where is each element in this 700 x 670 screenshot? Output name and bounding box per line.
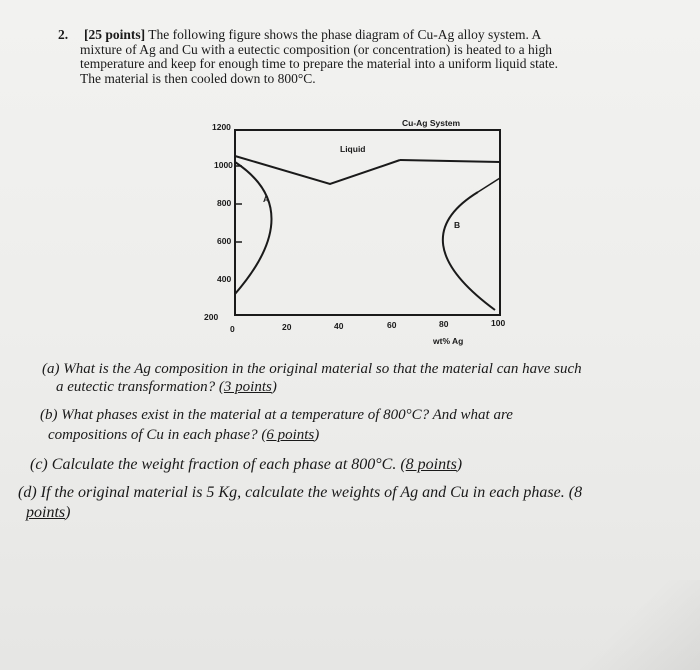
y-tick-label-600: 600	[217, 236, 232, 246]
question-d-prefix: (d)	[18, 484, 37, 501]
intro-line-2: mixture of Ag and Cu with a eutectic composition (or concentration) is heated to a high	[80, 41, 552, 57]
liquidus-line	[235, 156, 400, 184]
question-d-line-1	[18, 484, 582, 502]
question-b-text-1: What phases exist in the material at a temperature of 800°C? And what are	[61, 407, 513, 423]
problem-number: 2.	[58, 27, 69, 42]
liquidus-line-right	[400, 160, 500, 162]
problem-points: [25 points]	[84, 27, 146, 42]
y-tick-label-1200: 1200	[212, 122, 231, 132]
solvus-curve-b	[443, 192, 495, 310]
x-tick-label-80: 80	[439, 319, 449, 329]
x-tick-label-40: 40	[334, 321, 344, 331]
intro-line-4: The material is then cooled down to 800°C.	[80, 70, 316, 86]
question-c-text-1: Calculate the weight fraction of each phase at 800°C. (	[51, 456, 406, 473]
question-a-line-1	[42, 360, 582, 378]
page-shadow	[580, 580, 700, 670]
x-tick-label-100: 100	[491, 318, 506, 328]
question-c-prefix: (c)	[30, 456, 48, 473]
x-tick-label-60: 60	[387, 320, 397, 330]
question-a-line-2	[56, 378, 277, 396]
question-a-points: 3 points	[223, 379, 272, 395]
question-b-line-2	[48, 426, 319, 444]
x-axis-label: wt% Ag	[433, 336, 464, 346]
question-a-text-1: What is the Ag composition in the original material so that the material can have such	[63, 361, 582, 377]
question-d-points: points	[26, 504, 66, 521]
x-tick-label-0: 0	[230, 324, 235, 334]
solvus-curve-a	[235, 162, 272, 294]
region-label-a: A	[263, 194, 270, 204]
solvus-b-top	[478, 178, 500, 192]
chart-title: Cu-Ag System	[402, 118, 461, 128]
question-a-text-2: a eutectic transformation? (	[56, 379, 224, 395]
intro-line-3: temperature and keep for enough time to prepare the material into a uniform liquid state.	[80, 56, 558, 72]
plot-frame	[235, 130, 500, 315]
question-a-prefix: (a)	[42, 361, 60, 377]
question-d-tail: )	[65, 504, 71, 521]
intro-line-1-text: The following figure shows the phase diagram of Cu-Ag alloy system. A	[148, 27, 542, 42]
question-b-points: 6 points	[266, 427, 315, 443]
region-label-b: B	[454, 220, 461, 230]
region-label-liquid: Liquid	[340, 144, 366, 154]
intro-line-1	[84, 28, 648, 43]
phase-diagram	[190, 110, 530, 350]
x-tick-label-20: 20	[282, 322, 292, 332]
question-c-tail: )	[456, 456, 463, 473]
question-c-line-1	[30, 456, 462, 474]
y-tick-label-400: 400	[217, 274, 232, 284]
question-d-text-1: If the original material is 5 Kg, calculate the weights of Ag and Cu in each phase. (8	[40, 484, 583, 501]
question-a-tail: )	[271, 379, 277, 395]
y-tick-label-800: 800	[217, 198, 232, 208]
y-tick-label-200: 200	[204, 312, 219, 322]
y-tick-label-1000: 1000	[214, 160, 233, 170]
question-b-prefix: (b)	[40, 407, 58, 423]
question-b-tail: )	[314, 427, 320, 443]
problem-statement	[58, 28, 648, 86]
question-b-line-1	[40, 406, 513, 424]
question-c-points: 8 points	[405, 456, 457, 473]
question-b-text-2: compositions of Cu in each phase? (	[48, 427, 267, 443]
question-d-line-2	[26, 504, 70, 522]
